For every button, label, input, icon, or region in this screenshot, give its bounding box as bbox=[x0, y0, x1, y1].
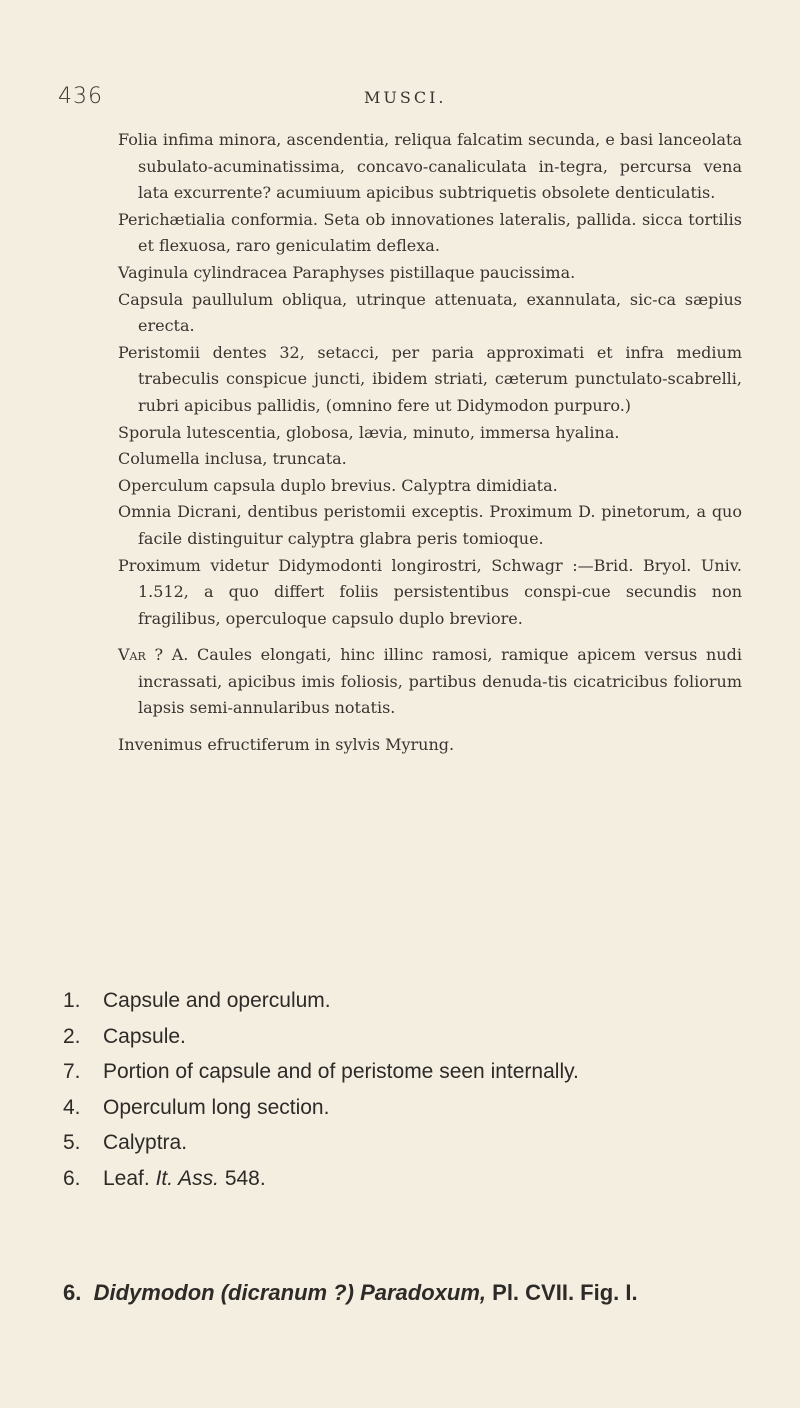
legend-number: 7. bbox=[63, 1060, 81, 1083]
paragraph-invenimus: Invenimus efructiferum in sylvis Myrung. bbox=[118, 735, 455, 755]
paragraph-capsula: Capsula paullulum obliqua, utrinque attenuata, exannulata, sic-ca sæpius erecta. bbox=[118, 289, 742, 336]
paragraph-proximum: Proximum videtur Didymodonti longirostri, Schwagr :—Brid. Bryol. Univ. 1.512, a quo differt foliis persistentibus conspi-cue secundis non fragilibus, operculoque capsulo duplo breviore. bbox=[118, 555, 742, 628]
legend-item bbox=[63, 1019, 743, 1055]
caption-alternate: (dicranum ?) bbox=[220, 1280, 354, 1305]
legend-number: 4. bbox=[63, 1095, 81, 1119]
legend-item bbox=[63, 1090, 743, 1126]
legend-ref-italic: It. Ass. bbox=[155, 1166, 219, 1190]
legend-text: Capsule and operculum. bbox=[103, 989, 331, 1012]
caption-number: 6. bbox=[63, 1280, 82, 1305]
legend-item bbox=[63, 1161, 743, 1197]
var-text: ? A. Caules elongati, hinc illinc ramosi, ramique apicem versus nudi incrassati, apicibus imis foliosis, partibus denuda-tis cicatricibus foliorum lapsis semi-annularibus notatis. bbox=[138, 645, 742, 718]
legend-ref-number: 548. bbox=[224, 1166, 266, 1190]
paragraph-sporula: Sporula lutescentia, globosa, lævia, minuto, immersa hyalina. bbox=[118, 422, 620, 442]
legend-text: Capsule. bbox=[103, 1024, 186, 1048]
paragraph-columella: Columella inclusa, truncata. bbox=[118, 449, 347, 469]
running-head: MUSCI. bbox=[364, 88, 447, 107]
legend-item bbox=[63, 983, 743, 1019]
paragraph-peristomii: Peristomii dentes 32, setacci, per paria approximati et infra medium trabeculis conspicue juncti, ibidem striati, cæterum punctulato-scabrelli, rubri apicibus pallidis, (omnino fere ut Didymodon purpuro.) bbox=[118, 342, 742, 415]
legend-item bbox=[63, 1054, 743, 1090]
legend-text bbox=[103, 1161, 266, 1197]
page-number: 436 bbox=[58, 84, 103, 109]
description-text bbox=[118, 127, 742, 759]
legend-number: 2. bbox=[63, 1024, 81, 1048]
legend-number: 1. bbox=[63, 989, 81, 1012]
caption-plate: Pl. CVII. Fig. I. bbox=[492, 1280, 638, 1305]
legend-leaf: Leaf. bbox=[103, 1166, 150, 1190]
paragraph-omnia: Omnia Dicrani, dentibus peristomii exceptis. Proximum D. pinetorum, a quo facile distinguitur calyptra glabra peris tomioque. bbox=[118, 502, 742, 548]
paragraph-vaginula: Vaginula cylindracea Paraphyses pistillaque paucissima. bbox=[118, 262, 576, 282]
legend-text: Calyptra. bbox=[103, 1131, 188, 1154]
legend-number: 6. bbox=[63, 1166, 81, 1190]
paragraph-var bbox=[118, 642, 742, 722]
plate-caption bbox=[63, 1280, 763, 1306]
plate-legend bbox=[63, 983, 743, 1196]
legend-item bbox=[63, 1125, 743, 1161]
caption-species: Paradoxum, bbox=[360, 1280, 487, 1305]
legend-number: 5. bbox=[63, 1131, 81, 1154]
paragraph-folia: Folia infima minora, ascendentia, reliqua falcatim secunda, e basi lanceolata subulato-acuminatissima, concavo-canaliculata in-tegra, percursa vena lata excurrente? acumiuum apicibus subtriquetis obsolete denticulatis. bbox=[118, 130, 742, 203]
legend-text: Portion of capsule and of peristome seen internally. bbox=[103, 1060, 579, 1083]
caption-genus: Didymodon bbox=[93, 1280, 215, 1305]
paragraph-perichaetialia: Perichætialia conformia. Seta ob innovationes lateralis, pallida. sicca tortilis et flexuosa, raro geniculatim deflexa. bbox=[118, 209, 742, 256]
paragraph-operculum: Operculum capsula duplo brevius. Calyptra dimidiata. bbox=[118, 475, 558, 495]
legend-text: Operculum long section. bbox=[103, 1095, 330, 1119]
var-label: Var bbox=[118, 645, 146, 665]
